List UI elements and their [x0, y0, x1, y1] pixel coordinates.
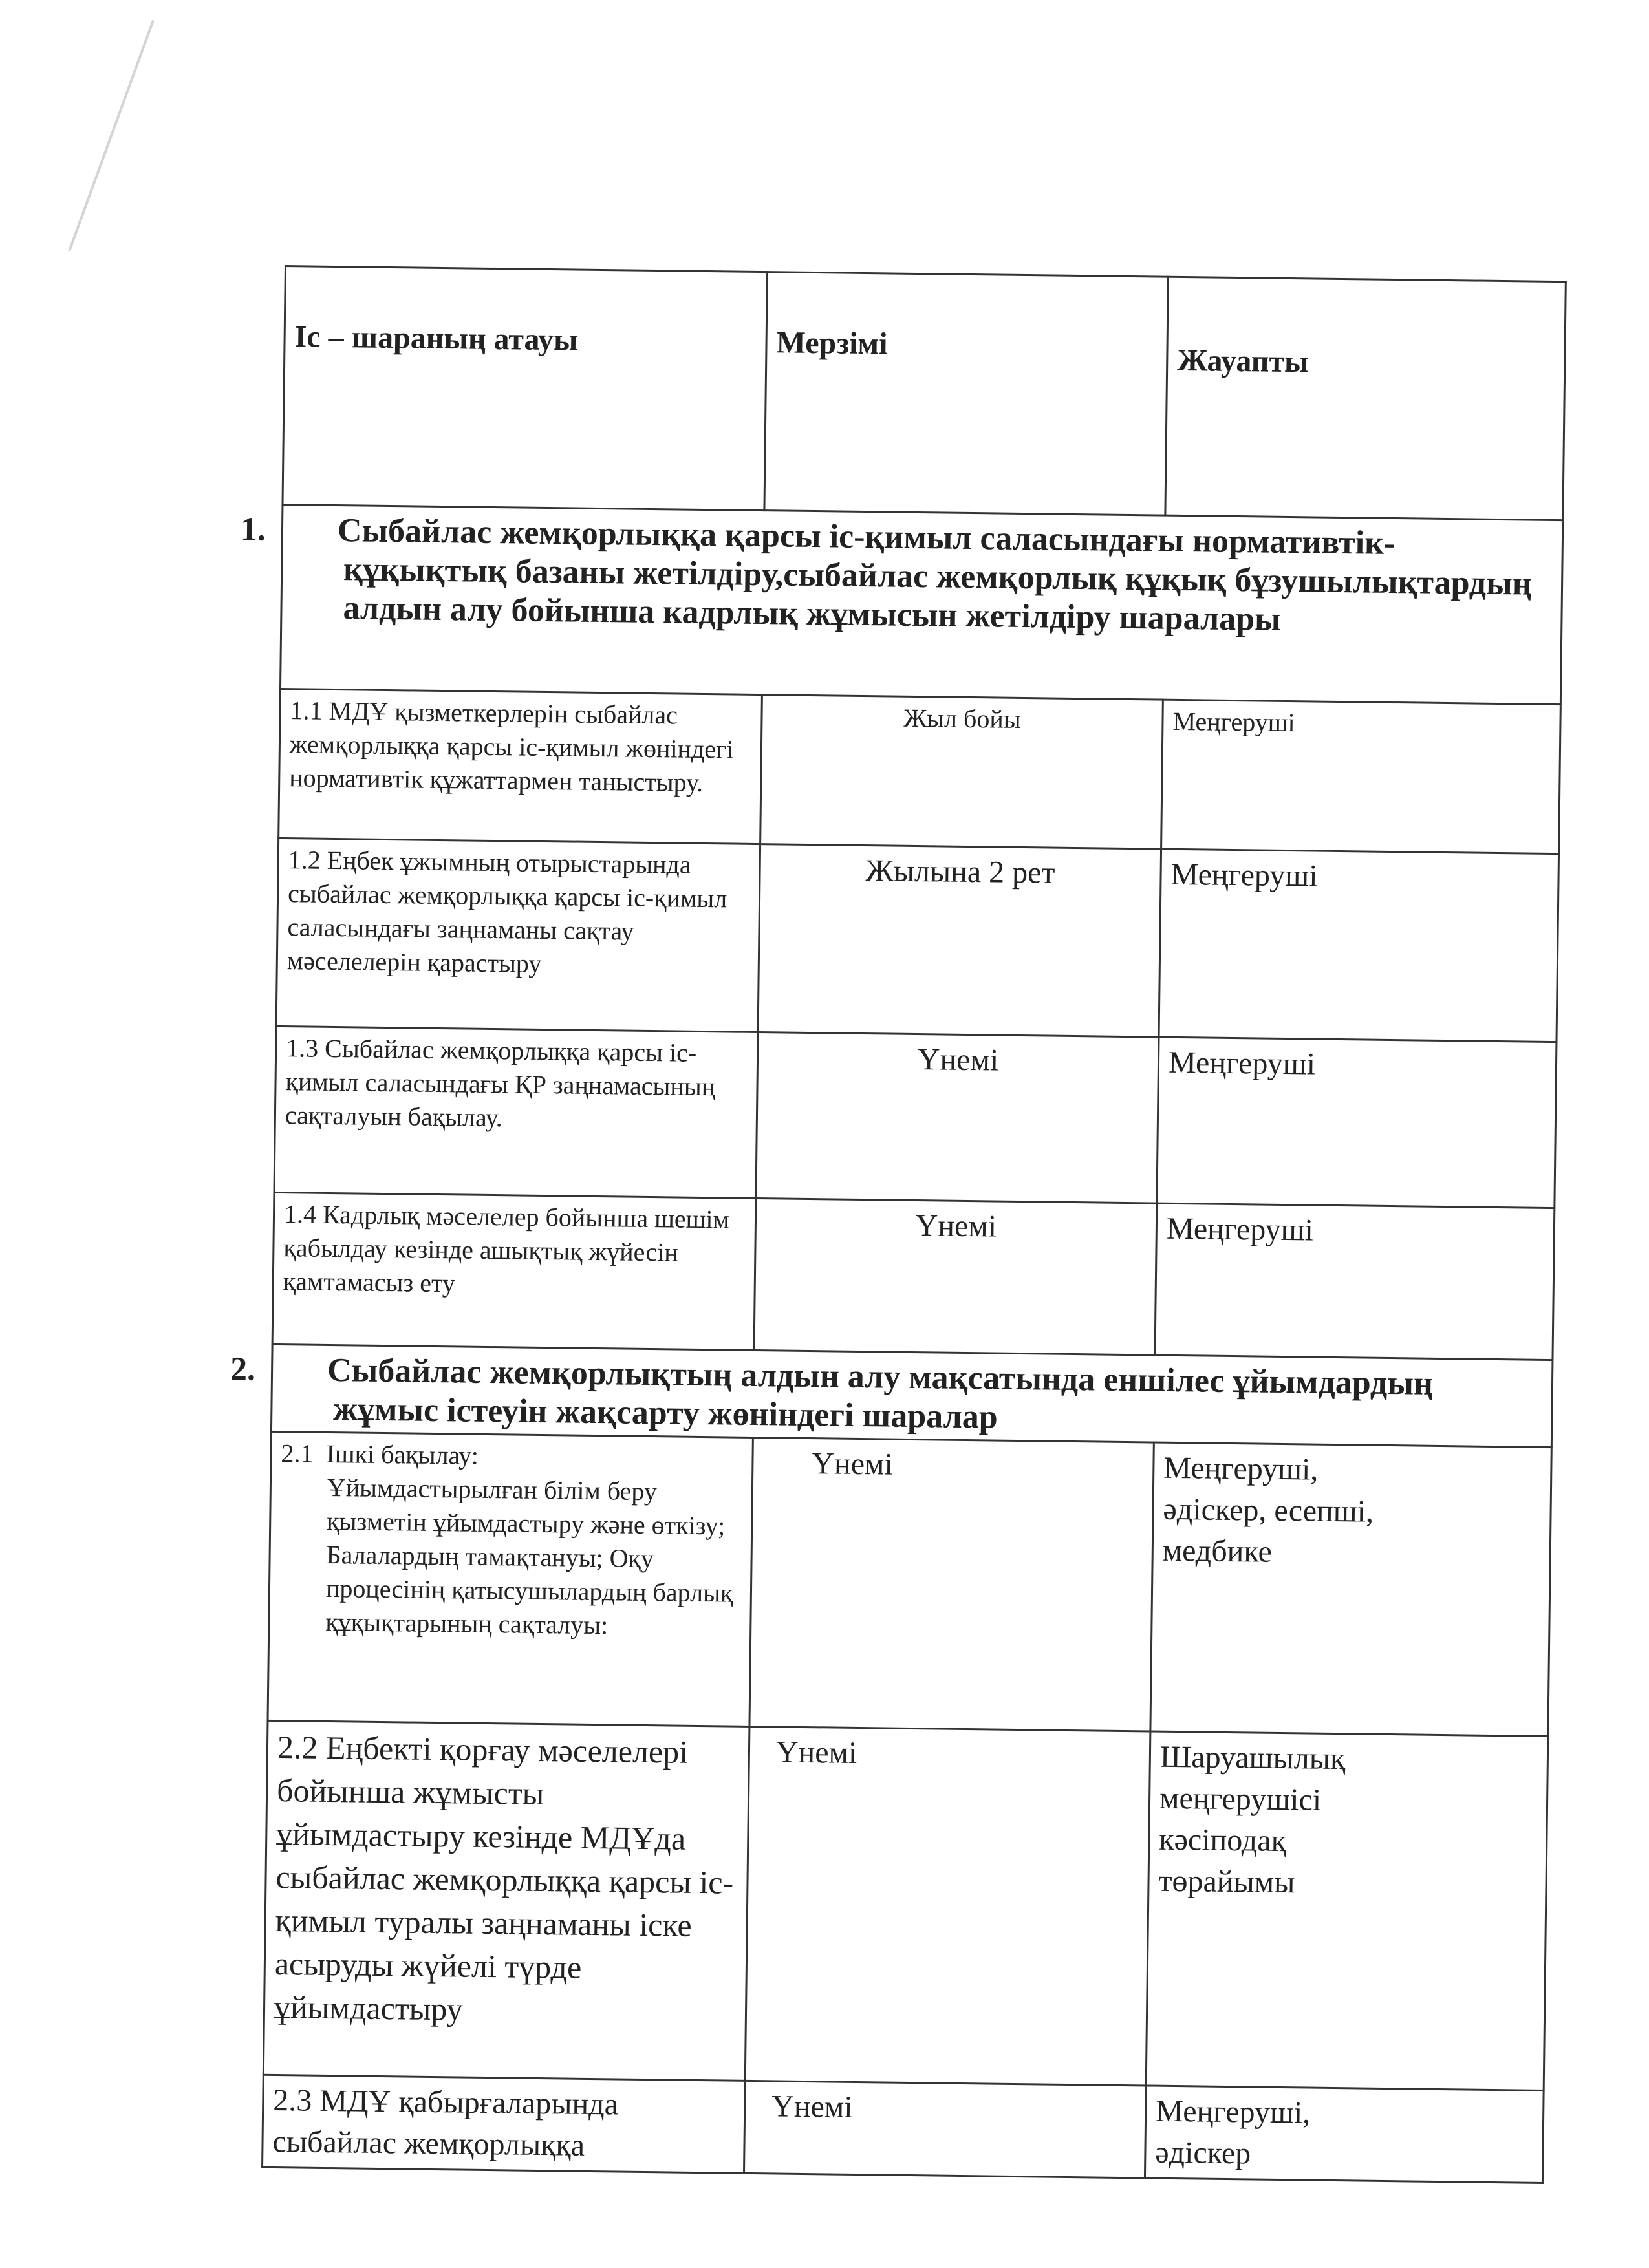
row-term: Үнемі	[756, 1032, 1159, 1204]
section-number: 2.	[230, 1351, 256, 1388]
row-term: Жыл бойы	[760, 695, 1163, 850]
header-responsible: Жауапты	[1165, 277, 1566, 520]
header-name: Іс – шараның атауы	[283, 266, 767, 511]
row-name-head: 2.1 Ішкі бақылау:	[281, 1439, 479, 1470]
section-row	[271, 1344, 1553, 1447]
section-title: Сыбайлас жемқорлыққа қарсы іс-қимыл саласындағы нормативтік-құқықтық базаны жетілдіру,сыбайлас жемқорлық құқық бұзушылықтардың алдын алу бойынша кадрлық жұмысын жетілдіру шаралары	[337, 512, 1533, 638]
row-term: Үнемі	[754, 1199, 1157, 1356]
row-responsible: Меңгеруші	[1157, 1037, 1557, 1208]
row-name: 1.4 Кадрлық мәселелер бойынша шешім қабылдау кезінде ашықтық жүйесін қамтамасыз ету	[272, 1192, 756, 1350]
row-name-body: Ұйымдастырылған білім беру қызметін ұйымдастыру және өткізу; Балалардың тамақтануы; Оқу процесінің қатысушылардың барлық құқықтарының сақталуы:	[325, 1472, 733, 1640]
row-responsible: Меңгеруші	[1155, 1203, 1555, 1360]
row-responsible: Меңгеруші	[1159, 849, 1559, 1042]
row-responsible: Меңгеруші	[1161, 700, 1561, 853]
plan-table	[230, 265, 1567, 2184]
table-row	[276, 838, 1558, 1042]
header-term: Мерзімі	[764, 272, 1168, 516]
table-row	[263, 1720, 1548, 2090]
row-name: 1.2 Еңбек ұжымның отырыстарында сыбайлас жемқорлыққа қарсы іс-қимыл саласындағы заңнаманы сақтау мәселелерін қарастыру	[276, 838, 760, 1032]
row-responsible: Меңгеруші, әдіскер	[1145, 2086, 1544, 2183]
table-header-row	[283, 266, 1566, 520]
table-row	[274, 1026, 1557, 1208]
row-responsible: Шаруашылық меңгерушісі кәсіподақ төрайымы	[1146, 1731, 1548, 2090]
row-term: Жылына 2 рет	[758, 844, 1161, 1038]
row-term: Үнемі	[745, 1726, 1150, 2086]
section-number: 1.	[240, 511, 266, 548]
row-name: 2.3 МДҰ қабырғаларында сыбайлас жемқорлыққа	[263, 2075, 746, 2173]
scan-artifact	[68, 20, 155, 251]
table-row	[268, 1431, 1551, 1736]
table-row	[263, 2075, 1544, 2183]
row-responsible: Меңгеруші, әдіскер, есепші, медбике	[1150, 1442, 1551, 1736]
row-term: Үнемі	[744, 2081, 1146, 2178]
row-name: 1.1 МДҰ қызметкерлерін сыбайлас жемқорлыққа қарсы іс-қимыл жөніндегі нормативтік құжаттармен таныстыру.	[279, 689, 762, 844]
row-name: 2.2 Еңбекті қорғау мәселелері бойынша жұмысты ұйымдастыру кезінде МДҰда сыбайлас жемқорлыққа қарсы іс-қимыл туралы заңнаманы іске асыруды жүйелі түрде ұйымдастыру	[263, 1720, 749, 2081]
table-row	[272, 1192, 1555, 1360]
row-term: Үнемі	[749, 1437, 1154, 1731]
table-row	[279, 689, 1561, 853]
section-row	[280, 504, 1562, 704]
row-name: 1.3 Сыбайлас жемқорлыққа қарсы іс-қимыл саласындағы ҚР заңнамасының сақталуын бақылау.	[274, 1026, 758, 1198]
section-title: Сыбайлас жемқорлықтың алдын алу мақсатында еншілес ұйымдардың жұмыс істеуін жақсарту жөніндегі шаралар	[327, 1351, 1434, 1436]
